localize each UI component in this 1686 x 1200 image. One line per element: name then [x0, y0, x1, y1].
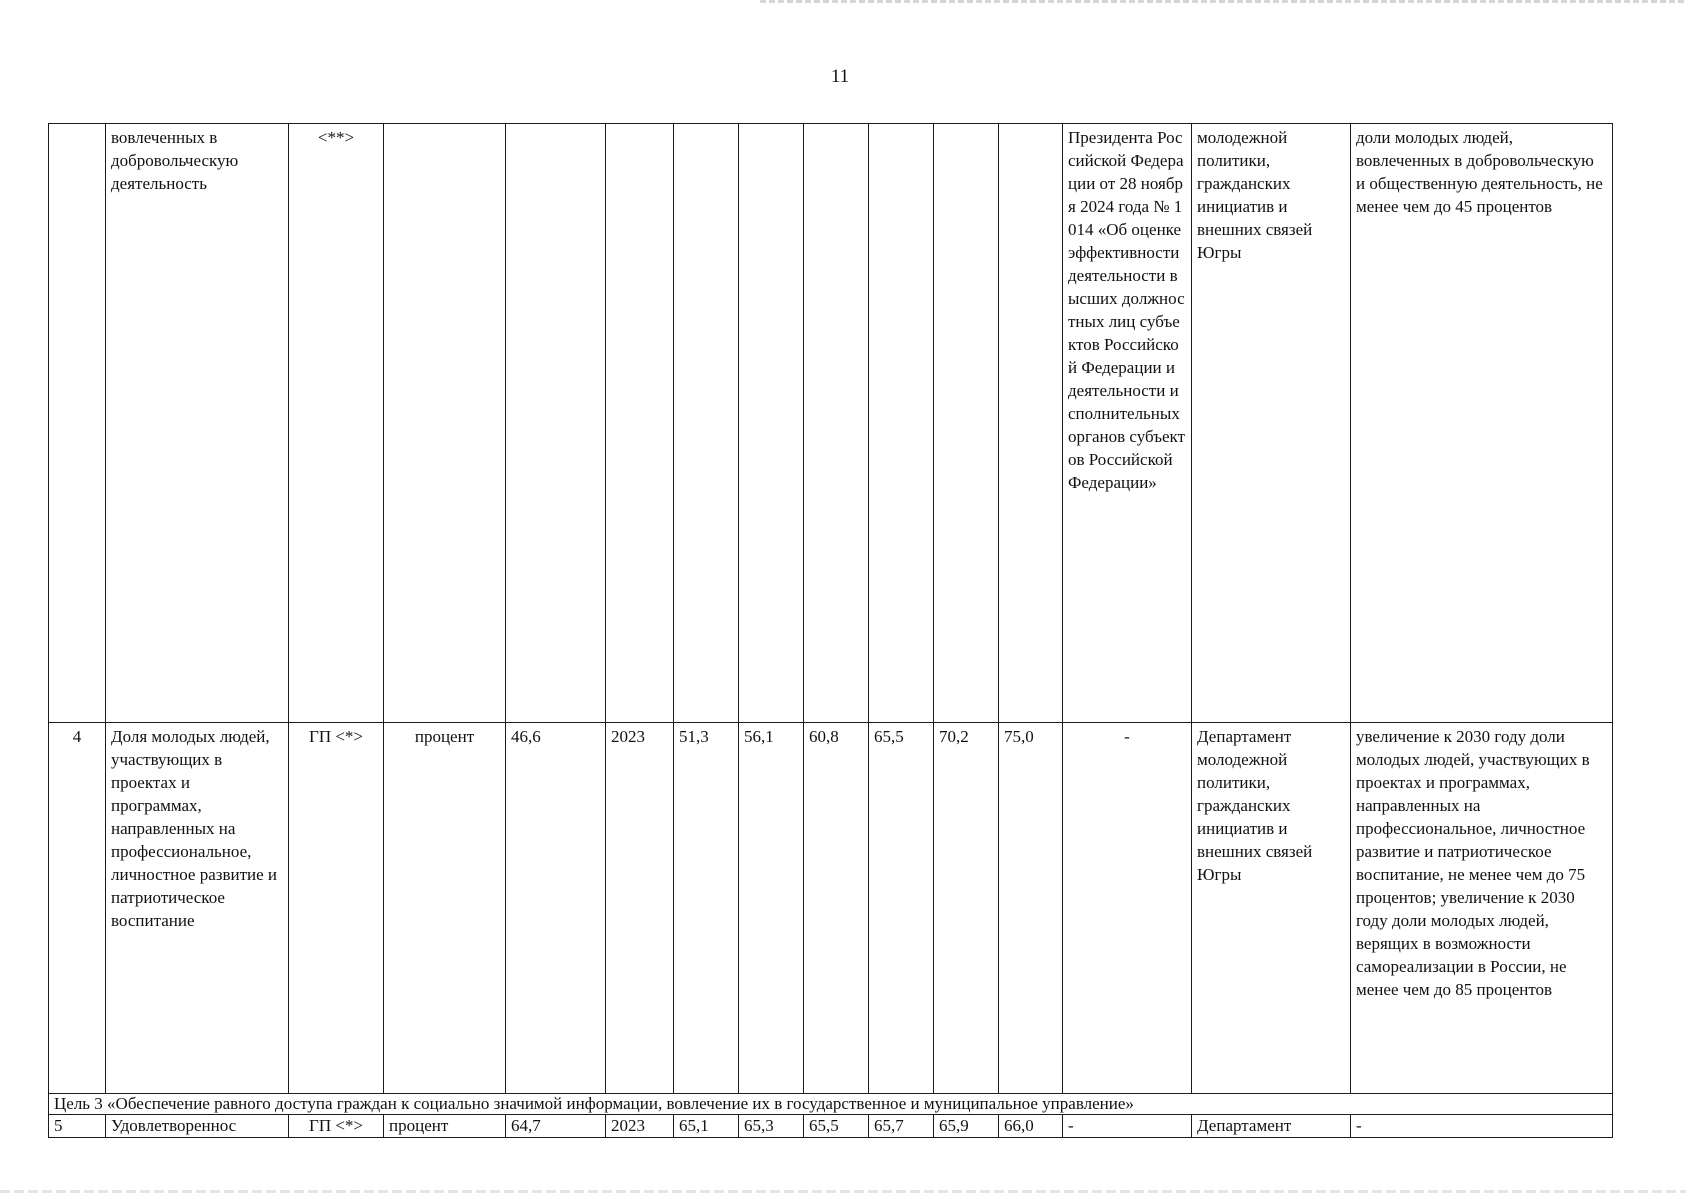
table-row-continuation: [49, 124, 1613, 723]
cell-base-value: 46,6: [506, 723, 606, 1094]
cell-2025: 65,1: [674, 1115, 739, 1138]
cell-2029: [934, 124, 999, 723]
cell-base-year: [606, 124, 674, 723]
cell-2027: 65,5: [804, 1115, 869, 1138]
cell-unit: процент: [384, 1115, 506, 1138]
page-number: 11: [830, 66, 850, 87]
cell-2028: 65,7: [869, 1115, 934, 1138]
cell-2027: 60,8: [804, 723, 869, 1094]
cell-2028: [869, 124, 934, 723]
cell-num: [49, 124, 106, 723]
cell-2026: 65,3: [739, 1115, 804, 1138]
table-row-goal-3: [49, 1094, 1613, 1115]
cell-name: Доля молодых людей, участвующих в проектах и программах, направленных на профессиональное, личностное развитие и патриотическое воспитание: [106, 723, 289, 1094]
cell-base-value: [506, 124, 606, 723]
cell-2030: [999, 124, 1063, 723]
cell-unit: [384, 124, 506, 723]
indicators-table: [48, 123, 1613, 1138]
cell-type: ГП <*>: [289, 1115, 384, 1138]
cell-2027: [804, 124, 869, 723]
cell-document: -: [1063, 1115, 1192, 1138]
cell-2029: 65,9: [934, 1115, 999, 1138]
cell-type: <**>: [289, 124, 384, 723]
goal-3-heading: Цель 3 «Обеспечение равного доступа граждан к социально значимой информации, вовлечение их в государственное и муниципальное управление»: [49, 1094, 1613, 1115]
cell-link: -: [1351, 1115, 1613, 1138]
cell-responsible: Департамент: [1192, 1115, 1351, 1138]
cell-document: Президента Российской Федерации от 28 ноября 2024 года № 1014 «Об оценке эффективности деятельности высших должностных лиц субъектов Российской Федерации и деятельности исполнительных органов субъектов Российской Федерации»: [1063, 124, 1192, 723]
cell-2025: [674, 124, 739, 723]
cell-responsible: Департамент молодежной политики, гражданских инициатив и внешних связей Югры: [1192, 723, 1351, 1094]
cell-unit: процент: [384, 723, 506, 1094]
scan-edge-bottom: [0, 1190, 1686, 1193]
cell-name: Удовлетвореннос: [106, 1115, 289, 1138]
cell-2026: [739, 124, 804, 723]
cell-link: увеличение к 2030 году доли молодых людей, участвующих в проектах и программах, направленных на профессиональное, личностное развитие и патриотическое воспитание, не менее чем до 75 процентов; увеличение к 2030 году доли молодых людей, верящих в возможности самореализации в России, не менее чем до 85 процентов: [1351, 723, 1613, 1094]
table-row-5: [49, 1115, 1613, 1138]
cell-2030: 75,0: [999, 723, 1063, 1094]
cell-base-year: 2023: [606, 1115, 674, 1138]
cell-document: -: [1063, 723, 1192, 1094]
table-row-4: [49, 723, 1613, 1094]
cell-2026: 56,1: [739, 723, 804, 1094]
cell-2030: 66,0: [999, 1115, 1063, 1138]
scan-edge-top: [760, 0, 1686, 3]
cell-num: 5: [49, 1115, 106, 1138]
cell-2025: 51,3: [674, 723, 739, 1094]
cell-name: вовлеченных в добровольческую деятельность: [106, 124, 289, 723]
cell-base-year: 2023: [606, 723, 674, 1094]
cell-2028: 65,5: [869, 723, 934, 1094]
cell-2029: 70,2: [934, 723, 999, 1094]
cell-responsible: молодежной политики, гражданских инициатив и внешних связей Югры: [1192, 124, 1351, 723]
cell-type: ГП <*>: [289, 723, 384, 1094]
cell-num: 4: [49, 723, 106, 1094]
cell-link: доли молодых людей, вовлеченных в добровольческую и общественную деятельность, не менее чем до 45 процентов: [1351, 124, 1613, 723]
cell-base-value: 64,7: [506, 1115, 606, 1138]
